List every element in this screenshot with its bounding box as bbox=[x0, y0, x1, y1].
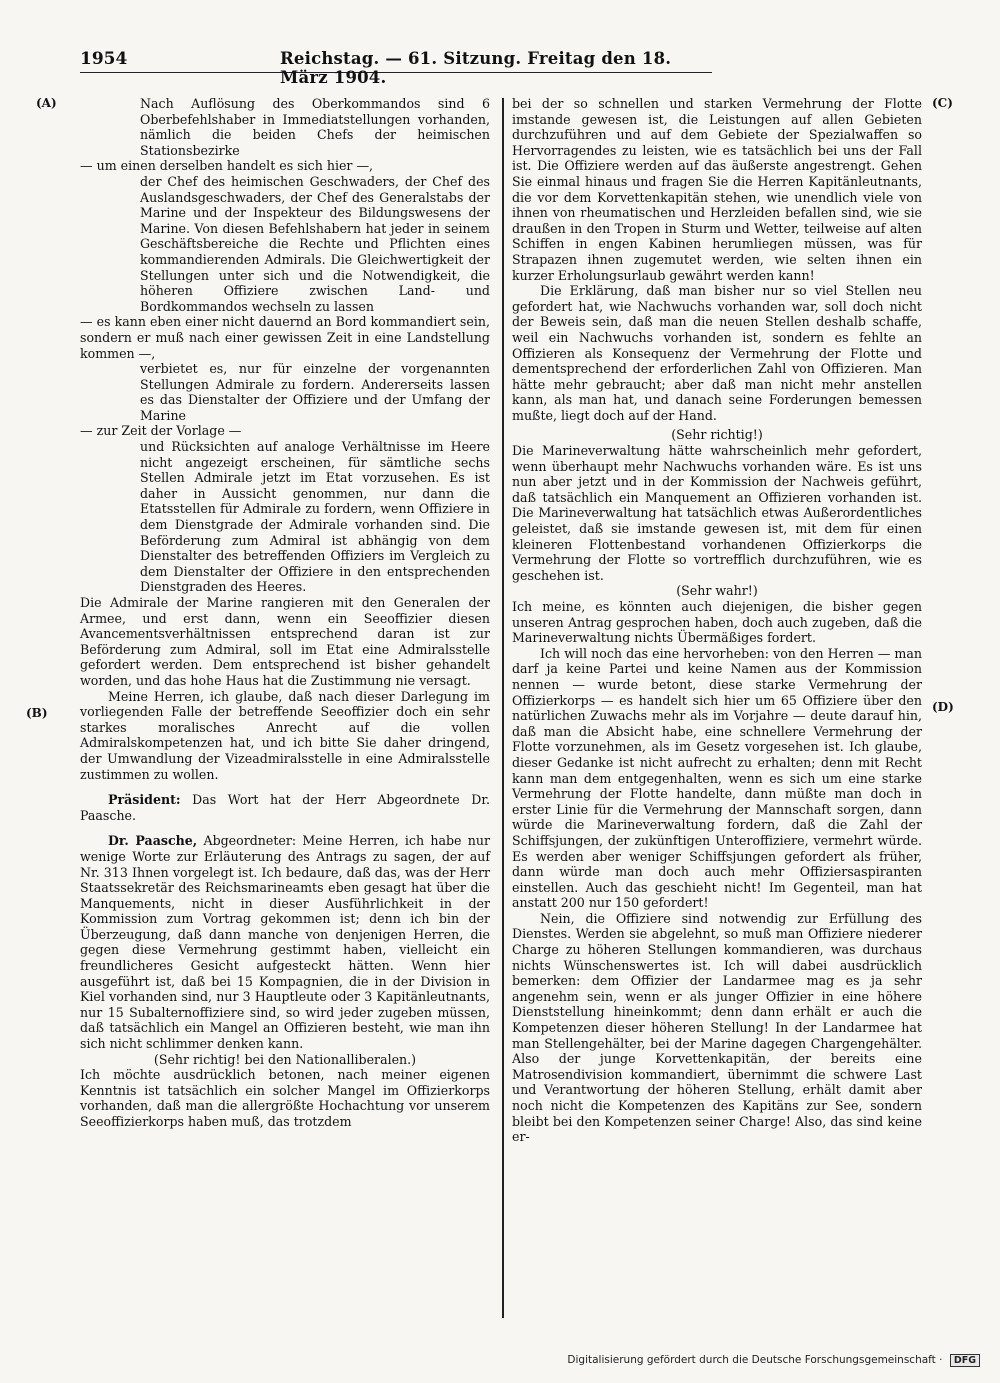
left-column bbox=[80, 96, 490, 1130]
footer-text: Digitalisierung gefördert durch die Deutsche Forschungsgemeinschaft · bbox=[567, 1354, 943, 1366]
paragraph: bei der so schnellen und starken Vermehrung der Flotte imstande gewesen ist, die Leistungen auf allen Gebieten durchzuführen und auf dem Gebiete der Spezialwaffen so Hervorragendes zu leisten, wie es tatsächlich bei uns der Fall ist. Die Offiziere werden auf das äußerste angestrengt. Gehen Sie einmal hinaus und fragen Sie die Herren Kapitänleutnants, die vor dem Korvettenkapitän stehen, wie unendlich viele von ihnen von rheumatischen und Herzleiden befallen sind, wie sie draußen in den Tropen in Sturm und Wetter, teilweise auf alten Schiffen in engen Kabinen herumliegen müssen, was für Strapazen ihnen zugemutet werden, wie selten ihnen ein kurzer Erholungsurlaub gewährt werden kann! bbox=[512, 96, 922, 283]
interjection: (Sehr richtig! bei den Nationalliberalen.) bbox=[153, 1051, 417, 1067]
paragraph: Meine Herren, ich glaube, daß nach dieser Darlegung im vorliegenden Falle der betreffende Seeoffizier doch ein sehr starkes moralisches Anrecht auf die vollen Admiralskompetenzen hat, und ich bitte Sie daher dringend, der Umwandlung der Vizeadmiralsstelle in eine Admiralsstelle zustimmen zu wollen. bbox=[80, 688, 490, 782]
paragraph: Nein, die Offiziere sind notwendig zur Erfüllung des Dienstes. Werden sie abgelehnt, so muß man Offiziere niederer Charge zu höheren Stellungen kommandieren, was durchaus nichts Wünschenswertes ist. Ich will dabei ausdrücklich bemerken: dem Offizier der Landarmee mag es ja sehr angenehm sein, wenn er als junger Offizier in eine höhere Dienststellung hineinkommt; denn dann erhält er auch die Kompetenzen dieser höheren Stellung! In der Landarmee hat man Stellengehälter, bei der Marine dagegen Chargengehälter. Also der junge Korvettenkapitän, der bereits eine Matrosendivision kommandiert, übernimmt die schwere Last und Verantwortung der höheren Stellung, erhält damit aber noch nicht die Kompetenzen des Kapitäns zur See, sondern bleibt bei den Kompetenzen seiner Charge! Also, das sind keine er- bbox=[512, 910, 922, 1145]
footer bbox=[567, 1354, 980, 1367]
speech-text: Abgeordneter: Meine Herren, ich habe nur wenige Worte zur Erläuterung des Antrags zu sagen, der auf Nr. 313 Ihnen vorgelegt ist. Ich bedaure, daß das, was der Herr Staatssekretär des Reichsmarineamts eben gesagt hat über die Manquements, nicht in dieser Ausführlichkeit in der Kommission zum Vortrag gekommen ist; denn ich bin der Überzeugung, daß dann manche von denjenigen Herren, die gegen diese Vermehrung gestimmt haben, vielleicht ein freundlicheres Gesicht aufgesteckt hätten. Wenn hier ausgeführt ist, daß bei 15 Kompagnien, die in der Division in Kiel vorhanden sind, nur 3 Hauptleute oder 3 Kapitänleutnants, nur 15 Subalternoffiziere sind, so wird jeder zugeben müssen, daß tatsächlich ein Mangel an Offizieren besteht, wie man ihn sich nicht schlimmer denken kann. bbox=[80, 833, 490, 1052]
speaker-paragraph bbox=[80, 792, 490, 823]
margin-mark-d: (D) bbox=[932, 700, 954, 714]
paragraph: — um einen derselben handelt es sich hier —, bbox=[80, 158, 374, 174]
margin-mark-c: (C) bbox=[932, 96, 953, 110]
paragraph: Die Erklärung, daß man bisher nur so viel Stellen neu gefordert hat, wie Nachwuchs vorhanden war, soll doch nicht der Beweis sein, daß man die neuen Stellen deshalb schaffe, weil ein Nachwuchs vorhanden ist, sondern es fehlte an Offizieren als Konsequenz der Vermehrung der Flotte und dementsprechend der erforderlichen Zahl von Offizieren. Man hätte mehr gebraucht; aber daß man nicht mehr anstellen kann, als man hat, und danach seine Forderungen bemessen mußte, liegt doch auf der Hand. bbox=[512, 283, 922, 423]
speech-text: Das Wort hat der Herr Abgeordnete Dr. Paasche. bbox=[80, 792, 490, 823]
paragraph: — es kann eben einer nicht dauernd an Bord kommandiert sein, sondern er muß nach einer gewissen Zeit in eine Landstellung kommen —, bbox=[80, 314, 490, 361]
speaker-paragraph bbox=[80, 833, 490, 1051]
right-column bbox=[512, 96, 922, 1145]
paragraph: Ich meine, es könnten auch diejenigen, die bisher gegen unseren Antrag gesprochen haben, doch auch zugeben, daß die Marineverwaltung nichts Übermäßiges fordert. bbox=[512, 599, 922, 646]
interjection: (Sehr richtig!) bbox=[671, 427, 763, 443]
paragraph: Die Admirale der Marine rangieren mit den Generalen der Armee, und erst dann, wenn ein Seeoffizier diesen Avancementsverhältnissen entsprechend daran ist zur Beförderung zum Admiral, soll im Etat eine Admiralsstelle gefordert werden. Dem entsprechend ist bisher gehandelt worden, und das hohe Haus hat die Zustimmung nie versagt. bbox=[80, 595, 490, 688]
paragraph: Die Marineverwaltung hätte wahrscheinlich mehr gefordert, wenn überhaupt mehr Nachwuchs vorhanden wäre. Es ist uns nun aber jetzt und in der Kommission der Nachweis geführt, daß tatsächlich ein Manquement an Offizieren vorhanden ist. Die Marineverwaltung hat tatsächlich etwas Außerordentliches geleistet, daß sie imstande gewesen ist, mit dem für einen kleineren Flottenbestand vorhandenen Offizierkorps die Vermehrung der Flotte so vortrefflich durchzuführen, wie es geschehen ist. bbox=[512, 443, 922, 583]
paragraph: verbietet es, nur für einzelne der vorgenannten Stellungen Admirale zu fordern. Andererseits lassen es das Dienstalter der Offiziere und der Umfang der Marine bbox=[140, 361, 490, 423]
paragraph: Ich will noch das eine hervorheben: von den Herren — man darf ja keine Partei und keine Namen aus der Kommission nennen — wurde betont, diese starke Vermehrung der Offizierkorps — es handelt sich hier um 65 Offiziere über den natürlichen Zuwachs mehr als im Vorjahre — deute darauf hin, daß man die Absicht habe, eine schnellere Vermehrung der Flotte vorzunehmen, als im Gesetz vorgesehen ist. Ich glaube, dieser Gedanke ist nicht aufrecht zu erhalten; denn mit Recht kann man dem entgegenhalten, wenn es sich um eine starke Vermehrung der Flotte handelte, dann müßte man doch in erster Linie für die Vermehrung der Mannschaft sorgen, dann würde die Marineverwaltung fordern, daß die Zahl der Schiffsjungen, der zukünftigen Unteroffiziere, vermehrt würde. Es werden aber weniger Schiffsjungen gefordert als früher, dann würde man doch auch mehr Offiziersaspiranten einstellen. Auch das geschieht nicht! Im Gegenteil, man hat anstatt 200 nur 150 gefordert! bbox=[512, 645, 922, 911]
paragraph: Nach Auflösung des Oberkommandos sind 6 Oberbefehlshaber in Immediatstellungen vorhanden, nämlich die beiden Chefs der heimischen Stationsbezirke bbox=[140, 96, 490, 158]
column-divider bbox=[502, 98, 504, 1318]
paragraph: und Rücksichten auf analoge Verhältnisse im Heere nicht angezeigt erscheinen, für sämtliche sechs Stellen Admirale jetzt im Etat vorzusehen. Es ist daher in Aussicht genommen, nur dann die Etatsstellen für Admirale zu fordern, wenn Offiziere in dem Dienstgrade der Admirale vorhanden sind. Die Beförderung zum Admiral ist abhängig von dem Dienstalter des betreffenden Offiziers im Vergleich zu dem Dienstalter der Offiziere in den entsprechenden Dienstgraden des Heeres. bbox=[140, 439, 490, 595]
running-title: Reichstag. — 61. Sitzung. Freitag den 18. März 1904. bbox=[280, 49, 672, 87]
page-number: 1954 bbox=[80, 49, 128, 69]
dfg-logo-icon: DFG bbox=[950, 1354, 980, 1367]
paragraph: der Chef des heimischen Geschwaders, der Chef des Auslandsgeschwaders, der Chef des Generalstabs der Marine und der Inspekteur des Bildungswesens der Marine. Von diesen Befehlshabern hat jeder in seinem Geschäftsbereiche die Rechte und Pflichten eines kommandierenden Admirals. Die Gleichwertigkeit der Stellungen unter sich und die Notwendigkeit, die höheren Offiziere zwischen Land- und Bordkommandos wechseln zu lassen bbox=[140, 173, 490, 314]
page-header bbox=[80, 46, 712, 87]
interjection: (Sehr wahr!) bbox=[676, 583, 758, 599]
paragraph: Ich möchte ausdrücklich betonen, nach meiner eigenen Kenntnis ist tatsächlich ein solcher Mangel im Offizierkorps vorhanden, daß man die allergrößte Hochachtung vor unserem Seeoffizierkorps haben muß, das trotzdem bbox=[80, 1067, 490, 1129]
speaker-name: Dr. Paasche, bbox=[108, 833, 198, 849]
margin-mark-a: (A) bbox=[36, 96, 57, 110]
margin-mark-b: (B) bbox=[26, 706, 48, 720]
paragraph: — zur Zeit der Vorlage — bbox=[80, 423, 242, 439]
speaker-name: Präsident: bbox=[108, 792, 181, 808]
